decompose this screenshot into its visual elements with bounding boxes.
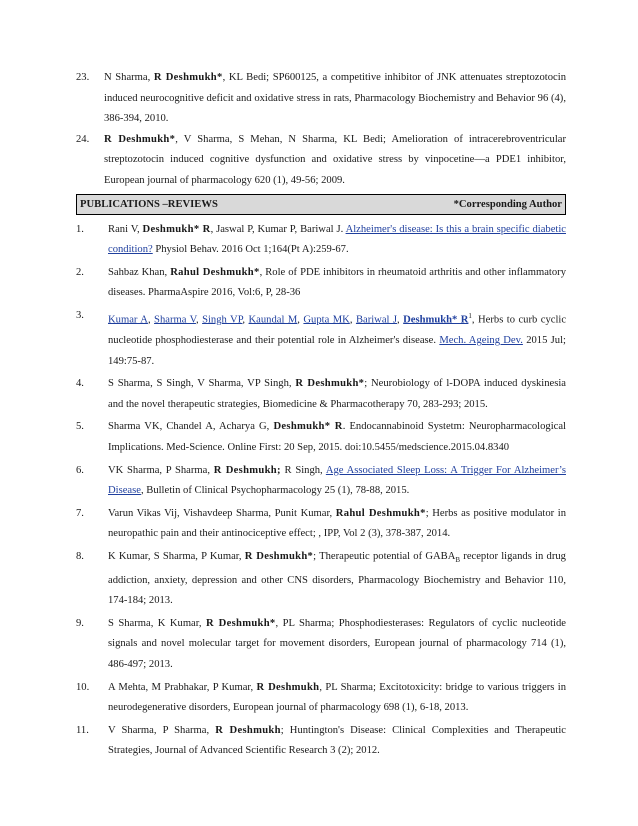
section-header-reviews — [76, 194, 566, 215]
entry-text — [108, 678, 566, 719]
entry-citation: . Endocannabinoid Systetm: Neuropharmacological Implications. Med-Science. Online First: 20 Sep, 2015. doi:10.5455/medscience.2015.04.8340 — [108, 421, 566, 454]
entry-number: 7. — [76, 507, 84, 519]
entry-authors: S Sharma, K Kumar, — [108, 617, 206, 629]
entry-authors: Sharma VK, Chandel A, Acharya G, — [108, 421, 274, 433]
entry-citation: , KL Bedi; SP600125, a competitive inhibitor of JNK attenuates streptozotocin induced neurocognitive deficit and oxidative stress in rats, Pharmacology Biochemistry and Behavior 96 (4), 386-394, 2010. — [104, 72, 566, 125]
affiliation-superscript: 1 — [468, 311, 472, 320]
entry-text — [108, 461, 566, 502]
entry-number: 23. — [76, 72, 90, 83]
entry-authors-cont: , Jaswal P, Kumar P, Bariwal J. — [210, 223, 346, 235]
entry-citation: ; Huntington's Disease: Clinical Complexities and Therapeutic Strategies, Journal of Advanced Scientific Research 3 (2); 2012. — [108, 724, 566, 757]
author-link-sharma[interactable]: Sharma V — [154, 314, 196, 326]
entry-authors-cont: R Singh, — [280, 464, 326, 476]
review-entry-7 — [76, 504, 566, 545]
entry-citation: , Herbs to curb cyclic nucleotide phosphodiesterase and their potential role in Alzheimer's disease. — [108, 314, 567, 347]
entry-citation: ; Neurobiology of l-DOPA induced dyskinesia and the novel therapeutic strategies, Biomedicine & Pharmacotherapy 70, 283-293; 2015. — [108, 378, 566, 410]
entry-citation: , Bulletin of Clinical Psychopharmacology 25 (1), 78-88, 2015. — [140, 485, 410, 497]
entry-number: 1. — [76, 223, 84, 235]
corresponding-author: R Deshmukh; — [213, 464, 281, 476]
entry-citation: , PL Sharma; Excitotoxicity: bridge to various triggers in neurodegenerative disorders, European journal of pharmacology 698 (1), 6-18, 2013. — [108, 681, 566, 714]
entry-authors: K Kumar, S Sharma, P Kumar, — [108, 551, 245, 562]
entry-authors: Varun Vikas Vij, Vishavdeep Sharma, Punit Kumar, — [108, 507, 336, 519]
entry-authors: A Mehta, M Prabhakar, P Kumar, — [108, 681, 257, 693]
entry-text — [104, 130, 566, 192]
corresponding-author: R Deshmukh* — [153, 72, 223, 83]
entry-text — [108, 220, 566, 261]
article-link[interactable]: Alzheimer's disease: Is this a brain specific diabetic condition? — [108, 223, 566, 256]
entry-authors: N Sharma, — [104, 72, 154, 83]
entry-text — [108, 547, 566, 612]
entry-authors: V Sharma, P Sharma, — [108, 724, 216, 736]
entry-text — [108, 417, 566, 458]
entry-text — [104, 68, 566, 130]
entry-authors: Sahbaz Khan, — [108, 266, 171, 278]
entry-number: 4. — [76, 378, 84, 390]
corresponding-author: R Deshmukh* — [295, 378, 365, 390]
entry-title: ; Therapeutic potential of GABA — [313, 551, 456, 562]
entry-citation: , PL Sharma; Phosphodiesterases: Regulators of cyclic nucleotide signals and novel molecular target for movement disorders, European journal of pharmacology 714 (1), 486-497; 2013. — [108, 617, 566, 671]
entry-citation: , V Sharma, S Mehan, N Sharma, KL Bedi; Amelioration of intracerebroventricular streptozotocin induced cognitive dysfunction and oxidative stress by vinpocetine—a PDE1 inhibitor, European journal of pharmacology 620 (1), 49-56; 2009. — [104, 133, 566, 186]
review-entry-8 — [76, 547, 566, 612]
publication-page — [76, 68, 566, 764]
entry-number: 10. — [76, 681, 90, 693]
entry-citation: , Role of PDE inhibitors in rheumatoid arthritis and other inflammatory diseases. PharmaAspire 2016, Vol:6, P, 28-36 — [108, 266, 566, 299]
corresponding-author: R Deshmukh* — [205, 617, 276, 629]
author-link-bariwal[interactable]: Bariwal J — [355, 314, 398, 326]
entry-authors: VK Sharma, P Sharma, — [108, 464, 214, 476]
entry-text — [108, 504, 566, 545]
corresponding-author: R Deshmukh* — [104, 133, 176, 145]
corresponding-author-link[interactable]: Deshmukh* R — [403, 314, 469, 326]
entry-number: 3. — [76, 309, 84, 321]
journal-link[interactable]: Mech. Ageing Dev. — [439, 335, 523, 347]
review-entry-2 — [76, 263, 566, 304]
publication-entry-24 — [76, 130, 566, 192]
review-entry-9 — [76, 614, 566, 676]
author-link-kumar[interactable]: Kumar A — [108, 314, 148, 326]
entry-number: 5. — [76, 421, 84, 433]
entry-number: 11. — [76, 724, 89, 736]
review-entry-11 — [76, 721, 566, 762]
review-entry-3 — [76, 306, 566, 372]
author-link-singh[interactable]: Singh VP — [202, 314, 243, 326]
entry-number: 2. — [76, 266, 84, 278]
review-entry-1 — [76, 220, 566, 261]
entry-number: 9. — [76, 617, 84, 629]
corresponding-author: Deshmukh* R — [142, 223, 211, 235]
entry-authors: S Sharma, S Singh, V Sharma, VP Singh, — [108, 378, 296, 390]
author-link-kaundal[interactable]: Kaundal M — [248, 314, 298, 326]
entry-text — [108, 614, 566, 676]
section-title: PUBLICATIONS –REVIEWS — [80, 198, 218, 210]
review-entry-10 — [76, 678, 566, 719]
corresponding-author: Deshmukh* R — [273, 421, 343, 433]
entry-citation-end: 2015 Jul; 149:75-87. — [108, 335, 566, 367]
entry-number: 24. — [76, 133, 90, 145]
entry-text — [108, 721, 566, 762]
entry-text — [108, 263, 566, 304]
author-link-gupta[interactable]: Gupta MK — [303, 314, 350, 326]
entry-citation: ; Herbs as positive modulator in neuropathic pain and their antinociceptive effect; , IPP, Vol 2 (3), 378-387, 2014. — [108, 507, 566, 540]
publication-entry-23 — [76, 68, 566, 130]
entry-citation: receptor ligands in drug addiction, anxiety, depression and other CNS disorders, Pharmacology Biochemistry and Behavior 110, 174-184; 2013. — [108, 551, 566, 607]
review-entry-6 — [76, 461, 566, 502]
corresponding-author: Rahul Deshmukh* — [170, 266, 260, 278]
corresponding-author: R Deshmukh* — [244, 551, 314, 562]
entry-text — [108, 374, 566, 415]
review-entry-4 — [76, 374, 566, 415]
corresponding-author-note: *Corresponding Author — [453, 198, 562, 210]
corresponding-author: R Deshmukh — [215, 724, 281, 736]
subscript: B — [455, 556, 461, 565]
article-link[interactable]: Age Associated Sleep Loss: A Trigger For Alzheimer’s Disease — [108, 464, 566, 497]
entry-number: 6. — [76, 464, 84, 476]
entry-citation: Physiol Behav. 2016 Oct 1;164(Pt A):259-67. — [152, 244, 349, 256]
entry-authors: Rani V, — [108, 223, 143, 235]
review-entry-5 — [76, 417, 566, 458]
entry-number: 8. — [76, 551, 84, 562]
entry-text: Kumar A, Sharma V, Singh VP, Kaundal M, Gupta MK, Bariwal J, Deshmukh* $R^1$, Herbs to curb cyclic nucleotide phosphodiesterase and their potential role in Alzheimer's disease. Mech. Ageing Dev. 2015 Jul; 149:75-87. — [108, 311, 567, 367]
corresponding-author: R Deshmukh — [256, 681, 320, 693]
corresponding-author: Rahul Deshmukh* — [335, 507, 426, 519]
